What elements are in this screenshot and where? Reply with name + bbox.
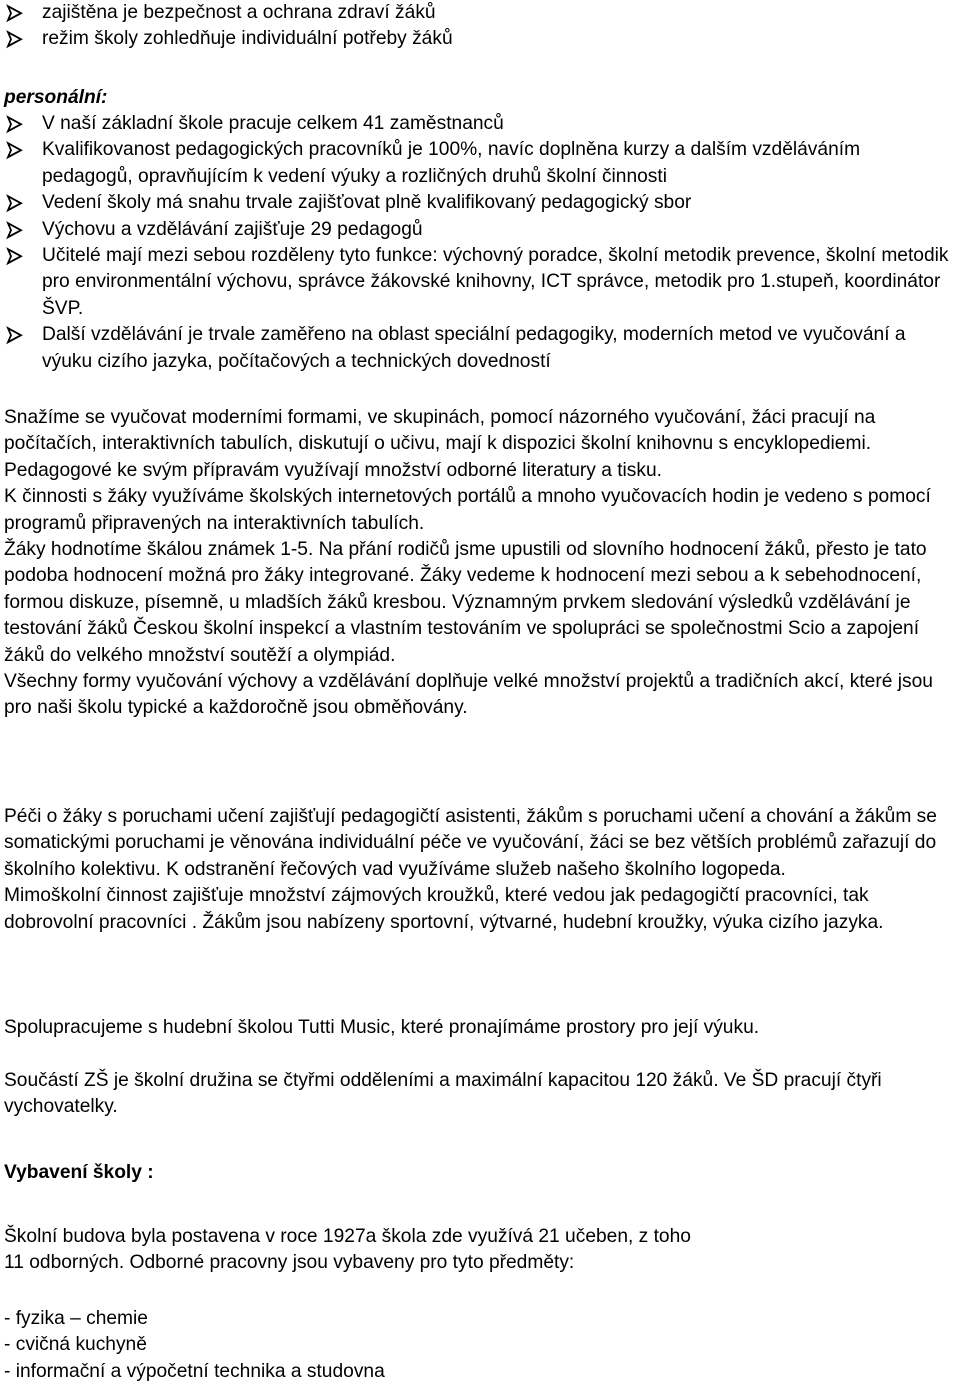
list-item: - informační a výpočetní technika a studovna (4, 1360, 385, 1382)
list-item (4, 322, 954, 375)
bullet-list-personal (4, 111, 954, 375)
arrowhead-bullet-icon (4, 0, 28, 26)
list-item-text: Učitelé mají mezi sebou rozděleny tyto funkce: výchovný poradce, školní metodik prevence, školní metodik pro environmentální výchovu, správce žákovské knihovny, ICT správce, metodik pro 1.stupeň, koordinátor ŠVP. (42, 245, 949, 319)
list-item (4, 137, 954, 190)
paragraph: Žáky hodnotíme škálou známek 1-5. Na přání rodičů jsme upustili od slovního hodnocení žáků, přesto je tato podoba hodnocení možná pro žáky integrované. Žáky vedeme k hodnocení mezi sebou a k sebehodnocení, formou diskuze, písemně, u mladších žáků kresbou. Významným prvkem sledování výsledků vzdělávání je testování žáků Českou školní inspekcí a vlastním testováním ve spolupráci se společnostmi Scio a zapojení žáků do velkého množství soutěží a olympiád. (4, 539, 927, 666)
list-item (4, 111, 954, 137)
paragraph: K činnosti s žáky využíváme školských internetových portálů a mnoho vyučovacích hodin je vedeno s pomocí programů připravených na interaktivních tabulích. (4, 486, 931, 534)
arrowhead-bullet-icon (4, 190, 28, 216)
paragraph-line: Školní budova byla postavena v roce 1927a škola zde využívá 21 učeben, z toho (4, 1226, 691, 1247)
arrowhead-bullet-icon (4, 217, 28, 243)
paragraph-music-school: Spolupracujeme s hudební školou Tutti Music, které pronajímáme prostory pro její výuku. (4, 1017, 760, 1038)
list-item (4, 217, 954, 243)
paragraph: Všechny formy vyučování výchovy a vzdělávání doplňuje velké množství projektů a tradičních akcí, které jsou pro naši školu typické a každoročně jsou obměňovány. (4, 671, 933, 719)
section-heading-equipment: Vybavení školy : (4, 1162, 154, 1183)
list-item (4, 0, 954, 26)
list-item (4, 26, 954, 52)
paragraph: Mimoškolní činnost zajišťuje množství zájmových kroužků, které vedou jak pedagogičtí pracovníci, tak dobrovolní pracovníci . Žákům jsou nabízeny sportovní, výtvarné, hudební kroužky, výuka cizího jazyka. (4, 885, 884, 933)
list-item-text: V naší základní škole pracuje celkem 41 zaměstnanců (42, 113, 504, 134)
paragraph-group-care (0, 804, 958, 936)
arrowhead-bullet-icon (4, 111, 28, 137)
section-heading-personal: personální: (4, 87, 108, 108)
paragraph-school-club: Součástí ZŠ je školní družina se čtyřmi odděleními a maximální kapacitou 120 žáků. Ve ŠD pracují čtyři vychovatelky. (4, 1070, 882, 1118)
bullet-list-top (4, 0, 954, 53)
equipment-description (0, 1224, 958, 1277)
list-item-text: režim školy zohledňuje individuální potřeby žáků (42, 28, 453, 50)
list-item (4, 190, 954, 216)
arrowhead-bullet-icon (4, 243, 28, 269)
arrowhead-bullet-icon (4, 26, 28, 52)
paragraph-line: 11 odborných. Odborné pracovny jsou vybaveny pro tyto předměty: (4, 1252, 575, 1274)
arrowhead-bullet-icon (4, 137, 28, 163)
list-item (4, 243, 954, 322)
list-item: - fyzika – chemie (4, 1308, 148, 1329)
equipment-list (0, 1306, 958, 1385)
list-item-text: Kvalifikovanost pedagogických pracovníků je 100%, navíc doplněna kurzy a dalším vzděláváním pedagogů, opravňujícím k vedení výuky a rozličných druhů školní činnosti (42, 139, 861, 187)
list-item-text: zajištěna je bezpečnost a ochrana zdraví žáků (42, 2, 436, 23)
list-item-text: Další vzdělávání je trvale zaměřeno na oblast speciální pedagogiky, moderních metod ve vyučování a výuku cizího jazyka, počítačových a technických dovedností (42, 324, 906, 372)
arrowhead-bullet-icon (4, 322, 28, 348)
paragraph: Snažíme se vyučovat moderními formami, ve skupinách, pomocí názorného vyučování, žáci pracují na počítačích, interaktivních tabulích, diskutují o učivu, mají k dispozici školní knihovnu s encyklopediemi. Pedagogové ke svým přípravám využívají množství odborné literatury a tisku. (4, 407, 876, 481)
list-item: - cvičná kuchyně (4, 1334, 147, 1356)
list-item-text: Výchovu a vzdělávání zajišťuje 29 pedagogů (42, 218, 423, 240)
list-item-text: Vedení školy má snahu trvale zajišťovat plně kvalifikovaný pedagogický sbor (42, 192, 692, 214)
paragraph-group-teaching (0, 405, 958, 722)
paragraph: Péči o žáky s poruchami učení zajišťují pedagogičtí asistenti, žákům s poruchami učení a chování a žákům se somatickými poruchami je věnována individuální péče ve vyučování, žáci se bez větších problémů zařazují do školního kolektivu. K odstranění řečových vad využíváme služeb našeho školního logopeda. (4, 806, 937, 880)
